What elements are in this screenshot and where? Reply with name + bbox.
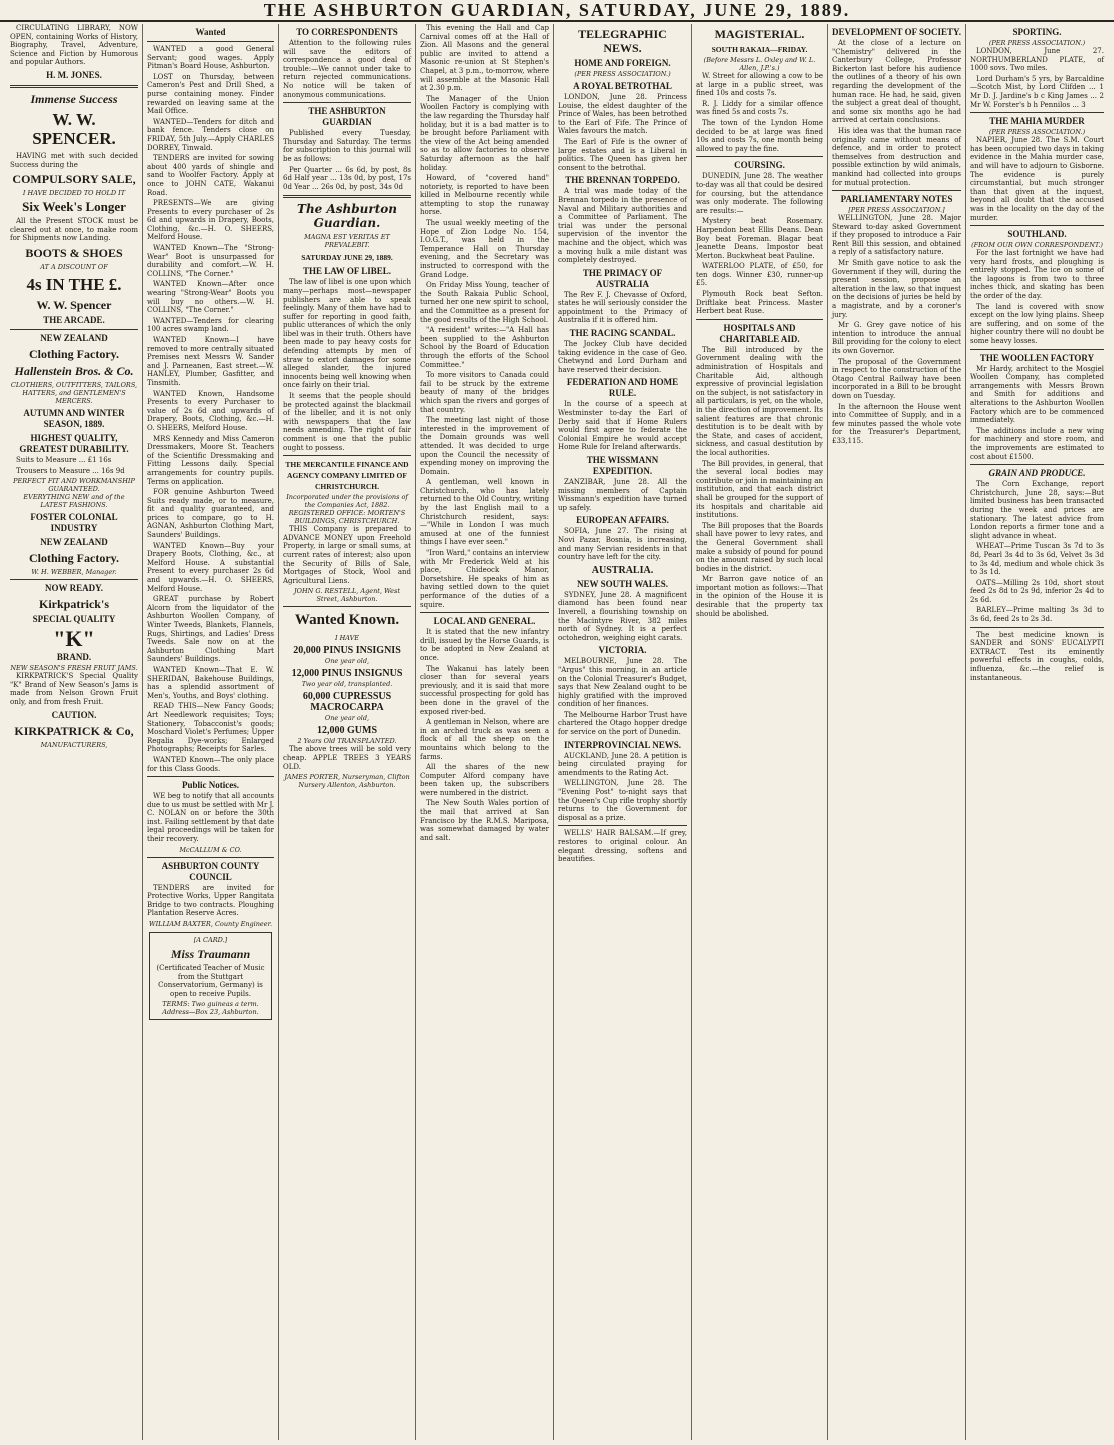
sale-intro: HAVING met with such decided Success during the xyxy=(10,151,138,169)
wanted-heading: Wanted xyxy=(195,27,226,37)
nsw-text: SYDNEY, June 28. A magnificent diamond has been found near Inverell, a flourishing township on the Macintyre River, 382 miles north of Sydney. It is a perfect octohedron, weighing eight carats. xyxy=(558,590,687,642)
federation-text: In the course of a speech at Westminster to-day the Earl of Derby said that if Home Rulers would first agree to federate the Colonial Empire he would accept Home Rule for Ireland afterwards. xyxy=(558,400,687,452)
cupressus: 60,000 CUPRESSUS MACROCARPA xyxy=(302,691,392,714)
restell: JOHN G. RESTELL, Agent, West Street, Ashburton. xyxy=(294,587,400,604)
news-para: This evening the Hall and Cap Carnival comes off at the Hall of Zion. All Masons and the general public are invited to attend a Masonic re-union at St Stephen's Chapel, at 3 p.m., to-morrow, where will assemble at the Masonic Hall at 2.30 p.m. xyxy=(420,24,549,93)
boots-shoes: BOOTS & SHOES xyxy=(25,245,123,260)
parl-text: In the afternoon the House went into Committee of Supply, and in a few minutes passed the whole vote for the Treasurer's Department, £33,115. xyxy=(832,402,961,445)
stock-text: All the Present STOCK must be cleared out at once, to make room for Shipments now Landing. xyxy=(10,217,138,243)
wanted-ad: WANTED a good General Servant; good wages. Apply Pitman's Board House, Ashburton. xyxy=(147,45,274,71)
mahia-assoc: (PER PRESS ASSOCIATION.) xyxy=(988,128,1086,137)
one-year: One year old, xyxy=(324,657,370,666)
nsw: NEW SOUTH WALES. xyxy=(577,578,668,589)
auckland-text: AUCKLAND, June 28. A petition is being circulated praying for amendments to the Rating Act. xyxy=(558,751,687,777)
sporting: SPORTING. xyxy=(1012,27,1062,37)
victoria-text-2: The Melbourne Harbor Trust have chartered the Otago hopper dredge for service on the port of Dunedin. xyxy=(558,710,687,737)
card-box xyxy=(149,932,272,1020)
primacy: THE PRIMACY OF AUSTRALIA xyxy=(582,267,663,289)
autumn-season: AUTUMN AND WINTER SEASON, 1889. xyxy=(23,407,125,429)
column-1 xyxy=(6,24,143,1440)
arcade: THE ARCADE. xyxy=(43,314,105,325)
wanted-ad: WANTED Known, Handsome Presents to every Purchaser to value of 2s 6d and upwards of Drapery, Boots, Clothing, &c.—H. O. SHEERS, Melford House. xyxy=(147,389,274,432)
prices: WHEAT—Prime Tuscan 3s 7d to 3s 8d, Pearl 3s 4d to 3s 6d, Velvet 3s 3d to 3s 4d, medium and whole chick 3s to 3s 1d. xyxy=(970,542,1104,577)
mag-text: The town of the Lyndon Home decided to be at large was fined 10s and costs 7s, one month being allowed to pay the fine. xyxy=(696,118,823,153)
wanted-ad: TENDERS are invited for sowing about 400 yards of shingle and sand to Woolfer Factory. Apply at once to JOHN CATE, Wakanui Road. xyxy=(147,154,274,197)
prices: BARLEY—Prime malting 3s 3d to 3s 6d, feed 2s to 2s 3d. xyxy=(970,606,1104,624)
divider xyxy=(10,85,138,88)
miss-traumann: Miss Traumann xyxy=(170,947,251,962)
column-4 xyxy=(416,24,554,1440)
hospitals: HOSPITALS AND CHARITABLE AID. xyxy=(719,322,800,344)
local-para: The Wakanui has lately been closer than for several years previously, and it is said that more successful prospecting for gold has been done in the gravel of the exposed river-bed. xyxy=(420,664,549,716)
six-weeks-longer: Six Week's Longer xyxy=(22,199,126,215)
clothing-factory: Clothing Factory. xyxy=(29,346,119,361)
interprovincial: INTERPROVINCIAL NEWS. xyxy=(563,739,682,750)
hosp-text: The Bill introduced by the Government dealing with the administration of Hospitals and Charitable Aid, although expressive of provincial legislation on the subject, is not satisfactory in all particulars, is yet, on the whole, in the direction of improvement. Its salient features are that chronic destitution is to be dealt with by the State, and cases of accident, sickness, and casual destitution by the local authorities. xyxy=(696,345,823,457)
i-have: I HAVE xyxy=(334,634,360,643)
columns xyxy=(6,24,1108,1440)
brand: BRAND. xyxy=(56,652,92,663)
local-para: All the shares of the new Computer Alford company have been taken up, the subscribers were numbered in the district. xyxy=(420,763,549,797)
clothiers: CLOTHIERS, OUTFITTERS, TAILORS, HATTERS, and GENTLEMEN'S MERCERS. xyxy=(10,380,138,405)
nz-label: NEW ZEALAND xyxy=(40,332,108,343)
sport-text: LONDON, June 27. NORTHUMBERLAND PLATE, of 1000 sovs. Two miles. xyxy=(970,47,1104,73)
bench: (Before Messrs L. Oxley and W. L. Allen, J.P.'s.) xyxy=(703,56,816,72)
wanted-ad: READ THIS—New Fancy Goods; Art Needlework requisites; Toys; Stationery, Tobacconist's goods; Moschard Violet's Perfumes; Upper Regalia Dye-works; Enlarged Photographs; Receipts for Sarles. xyxy=(147,702,274,754)
hosp-text: Mr Barron gave notice of an important motion as follows:—That in the opinion of the House it is desirable that the property tax should be abolished. xyxy=(696,575,823,618)
news-para: The meeting last night of those interested in the improvement of the Domain grounds was well attended. It was decided to urge upon the Council the necessity of expending money on improving the Domain. xyxy=(420,416,549,476)
coursing-list: Mystery beat Rosemary. Harpendon beat Ellis Deans. Dean Boy beat Foreman. Blagar beat Jeanette Deans. Impostor beat Merton. Buckwheat beat Pauline. xyxy=(696,217,823,260)
quality: HIGHEST QUALITY, GREATEST DURABILITY. xyxy=(19,432,129,454)
column-6 xyxy=(692,24,828,1440)
waterloo-list: Plymouth Rock beat Sefton. Driftlake beat Princess. Master Herbert beat Ruse. xyxy=(696,290,823,316)
racing-scandal: THE RACING SCANDAL. xyxy=(569,328,676,339)
news-para: On Friday Miss Young, teacher of the South Rakaia Public School, turned her one new spirit to school, and the Committee as a present for the good results of the High School. xyxy=(420,281,549,324)
k-brand-mark: "K" xyxy=(53,626,95,652)
column-3 xyxy=(279,24,416,1440)
primacy-text: The Rev F. J. Chevasse of Oxford, states he will seriously consider the appointment to the Primacy of Australia if it is offered him. xyxy=(558,290,687,325)
australia: AUSTRALIA. xyxy=(591,564,654,576)
masthead: THE ASHBURTON GUARDIAN, SATURDAY, JUNE 29, 1889. xyxy=(0,0,1114,22)
news-para: A gentleman, well known in Christchurch, who has lately returned to the Old Country, writing by the last English mail to a Christchurch resident, says:—"While in London I was much amused at one of the funniest things I have ever seen." xyxy=(420,478,549,547)
immense-success: Immense Success xyxy=(30,91,118,106)
mag-text: R. J. Liddy for a similar offence was fined 5s and costs 7s. xyxy=(696,99,823,117)
baxter: WILLIAM BAXTER, County Engineer. xyxy=(148,920,273,929)
hair-balsam: WELLS' HAIR BALSAM.—If grey, restores to original colour. An elegant dressing, softens and beautifies. xyxy=(558,829,687,864)
telegraphic-news: TELEGRAPHIC NEWS. xyxy=(578,27,667,55)
merc-text: THIS Company is prepared to ADVANCE MONEY upon Freehold Property, in large or small sums, at current rates of interest; also upon the Security of Bills of Sale, Mortgages of Stock, Wool and Agricultural Liens. xyxy=(283,525,411,585)
grain-produce: GRAIN AND PRODUCE. xyxy=(988,468,1086,479)
local-para: The New South Wales portion of the mail that arrived at San Francisco by the R.M.S. Mariposa, was somewhat damaged by water and salt. xyxy=(420,799,549,842)
libel-text: The law of libel is one upon which many—perhaps most—newspaper publishers are able to speak feelingly. Many of them have had to suffer for reporting in good faith, public utterances of which the only libel was in their truth. Others have been made to pay heavy costs for defending attempts by men of straw to extort damages for some alleged slander, the injured innocents being well knowing when once fairly on their trial. xyxy=(283,278,411,390)
suits-price: Suits to Measure ... £1 16s xyxy=(16,455,112,464)
news-para: "Iron Ward," contains an interview with Mr Frederick Weld at his place, Chideock Manor, Dorsetshire. He speaks of him as having settled down to the quiet performance of the duties of a squire. xyxy=(420,549,550,609)
mccallum: McCALLUM & CO. xyxy=(179,845,242,854)
news-para: To more visitors to Canada could fail to be struck by the extreme beauty of many of the bridges which span the rivers and gorges of that country. xyxy=(420,371,549,414)
european-text: SOFIA, June 27. The rising at Novi Pazar, Bosnia, is increasing, and many Servian residents in that country have left for the city. xyxy=(558,527,687,562)
perfect-fit: PERFECT FIT AND WORKMANSHIP GUARANTEED. xyxy=(13,477,135,494)
racing-text: The Jockey Club have decided taking evidence in the case of Geo. Chetwynd and Lord Durham and have reserved their decision. xyxy=(558,340,687,374)
south-text: For the last fortnight we have had very hard frosts, and ploughing is entirely stopped. The ice on some of the lagoons is from two to three inches thick, and skating has been the order of the day. xyxy=(970,249,1104,301)
webber: W. H. WEBBER, Manager. xyxy=(31,568,117,577)
local-general: LOCAL AND GENERAL. xyxy=(433,616,536,627)
four-shillings: 4s IN THE £. xyxy=(26,274,122,294)
terms: TERMS: Two guineas a term. xyxy=(162,1000,259,1009)
sport-list: Lord Durham's 5 yrs, by Barcaldine—Scotch Mist, by Lord Clifden ... 1 Mr D. J. Jardine's b c King James ... 2 Mr W. Forster's b h Pennilos ... 3 xyxy=(970,74,1104,109)
kirk-co: KIRKPATRICK & Co, xyxy=(14,723,134,738)
south-text: The land is covered with snow except on the low lying plains. Sheep are suffering, and on some of the higher country there will no doubt be some heavy losses. xyxy=(970,302,1104,346)
woollen-text: The additions include a new wing for machinery and store room, and the improvements are estimated to cost about £1500. xyxy=(970,426,1104,461)
address: Address—Box 23, Ashburton. xyxy=(162,1008,259,1017)
magisterial: MAGISTERIAL. xyxy=(714,27,805,41)
issue-date: SATURDAY JUNE 29, 1889. xyxy=(301,253,393,263)
spencer-name: W. W. Spencer xyxy=(36,297,112,312)
pinus-insignis: 20,000 PINUS INSIGNIS xyxy=(293,645,401,657)
wanted-ad: WANTED Known—I have removed to more centrally situated Premises next Messrs W. Sander and J. Parneanen, East street.—W. HANLEY, Plumber, Gasfitter, and Tinsmith. xyxy=(147,336,274,387)
kirkpatrick: Kirkpatrick's xyxy=(38,597,109,612)
woollen-text: Mr Hardy, architect to the Mosgiel Woollen Company, has completed arrangements with Messrs Brown and Smith for additions and alterations to the Ashburton Woollen Factory which are to be commenced immediately. xyxy=(970,364,1104,425)
coursing: COURSING. xyxy=(734,160,785,171)
wanted-ad: WANTED Known—The "Strong-Wear" Boot is unsurpassed for durability and comfort.—W. H. COLLINS, "The Corner." xyxy=(147,244,274,278)
correspondents-heading: TO CORRESPONDENTS xyxy=(296,27,398,37)
cert-text: (Certificated Teacher of Music from the Stuttgart Conservatorium, Germany) is open to receive Pupils. xyxy=(156,964,265,998)
news-para: Howard, of "covered hand" notoriety, is reported to have been killed in Melbourne recently while attempting to stop the runaway horse. xyxy=(420,174,549,217)
parl-text: Mr G. Grey gave notice of his intention to introduce the annual Bill providing for the colony to elect its own Governor. xyxy=(832,321,961,355)
guardian-logo: The Ashburton Guardian. xyxy=(297,202,397,231)
prices: OATS—Milling 2s 10d, short stout feed 2s 8d to 2s 9d, inferior 2s 4d to 2s 6d. xyxy=(970,578,1104,604)
compulsory-sale: COMPULSORY SALE, xyxy=(12,172,136,187)
notice-text: WE beg to notify that all accounts due to us must be settled with Mr J. C. NOLAN on or before the 30th inst. Failing settlement by that date legal proceedings will be taken for their recovery. xyxy=(147,792,275,844)
eucalypti-ad: The best medicine known is SANDER and SONS' EUCALYPTI EXTRACT. Test its eminently powerful effects in coughs, colds, influenza, &c.—the relief is instantaneous. xyxy=(970,630,1104,682)
now-ready: NOW READY. xyxy=(44,583,103,594)
betrothal-text-2: The Earl of Fife is the owner of large estates and is a Liberal in politics. The Queen has given her consent to the betrothal. xyxy=(558,137,687,172)
wanted-ad: WANTED Known—After once wearing "Strong-Wear" Boots you will buy no others.—W. H. COLLINS, "The Corner." xyxy=(147,280,274,315)
wanted-known: Wanted Known. xyxy=(294,612,400,629)
hallenstein: Hallenstein Bros. & Co. xyxy=(14,363,134,378)
hosp-text: The Bill provides, in general, that the several local bodies may contribute or join in maintaining an institution, and that each district shall be grouped for the support of its hospitals and charitable aid institutions. xyxy=(696,459,823,520)
motto: MAGNA EST VERITAS ET PREVALEBIT. xyxy=(304,233,390,250)
wanted-ad: WANTED—Tenders for ditch and bank fence. Tenders close on FRIDAY, 5th July.—Apply CHARLES DORREY, Tinwald. xyxy=(147,117,274,152)
news-para: The usual weekly meeting of the Hope of Zion Lodge No. 154, I.O.G.T., was held in the Temperance Hall on Thursday evening, and the Secretary was instructed to correspond with the Grand Lodge. xyxy=(420,219,549,279)
waterloo: WATERLOO PLATE, of £50, for ten dogs. Winner £30, runner-up £5. xyxy=(696,262,823,288)
mercantile: THE MERCANTILE FINANCE AND AGENCY COMPANY LIMITED OF CHRISTCHURCH. xyxy=(285,460,409,492)
wanted-ad: LOST on Thursday, between Cameron's Pest and Drill Shed, a purse containing money. Finder rewarded on leaving same at the Mail Office. xyxy=(147,72,274,116)
apple-trees: The above trees will be sold very cheap. APPLE TREES 3 YEARS OLD. xyxy=(283,745,411,771)
wellington-text: WELLINGTON, June 28. The "Evening Post" to-night says that the Queen's Cup rifle trophy shortly returns to the Government for disposal as a prize. xyxy=(558,779,687,822)
fresh-fruit: NEW SEASON'S FRESH FRUIT JAMS. xyxy=(10,664,138,673)
discount-label: AT A DISCOUNT OF xyxy=(40,262,108,271)
local-para: It is stated that the new infantry drill, issued by the Horse Guards, is to be adopted in New Zealand at once. xyxy=(420,628,549,662)
kirk-text: KIRKPATRICK'S Special Quality "K" Brand of New Season's Jams is made from Nelson Grown Fruit only, and from fresh Fruit. xyxy=(10,672,138,706)
wanted-ad: MRS Kennedy and Miss Cameron Dressmakers, Moore St. Teachers of the Scientific Dressmaking and Fitting Lessons daily. Special arrangements for country pupils. Terms on application. xyxy=(147,434,274,486)
wanted-ad: FOR genuine Ashburton Tweed Suits ready made, or to measure, fit and quality guaranteed, and prices to compare, go to H. AGNAN, Ashburton Clothing Mart, Saunders' Buildings. xyxy=(147,488,274,540)
wissmann: THE WISSMANN EXPEDITION. xyxy=(586,455,659,476)
one-year-2: One year old, xyxy=(324,714,370,723)
parl-text: Mr Smith gave notice to ask the Government if they will, during the present session, propose an alteration in the law, so that inquest on the decisions of juries be held by a magistrate, and by a coroner's jury. xyxy=(832,259,961,319)
column-5 xyxy=(554,24,692,1440)
trousers-price: Trousers to Measure ... 16s 9d xyxy=(16,466,125,475)
merc-office: REGISTERED OFFICE: MORTEN'S BUILDINGS, CHRISTCHURCH. xyxy=(288,509,406,526)
special-quality: SPECIAL QUALITY xyxy=(32,614,116,625)
column-2 xyxy=(143,24,279,1440)
gums: 12,000 GUMS xyxy=(317,725,377,737)
guardian-text: Published every Tuesday, Thursday and Saturday. The terms for subscription to this journal will be as follows: xyxy=(283,129,411,163)
libel-heading: THE LAW OF LIBEL. xyxy=(302,266,392,277)
parliamentary-notes: PARLIAMENTARY NOTES xyxy=(840,194,953,205)
royal-betrothal: A ROYAL BETROTHAL xyxy=(573,81,672,91)
mag-text: W. Street for allowing a cow to be at large in a public street, was fined 10s and costs 7s. xyxy=(696,72,823,98)
library-signature: H. M. JONES. xyxy=(46,69,102,80)
victoria: VICTORIA. xyxy=(598,645,647,656)
parl-text: WELLINGTON, June 28. Major Steward to-day asked Government if they proposed to introduce a Fair Rent Bill this session, and obtained a reply of a satisfactory nature. xyxy=(832,214,961,257)
everything-new: EVERYTHING NEW and of the LATEST FASHIONS. xyxy=(23,493,125,510)
brennan-text: A trial was made today of the Brennan torpedo in the presence of Naval and Military authorities and a Committee of Parliament. The trial was under the personal supervision of the inventor the machine and the object, which was a moving hulk a mile distant was completely destroyed. xyxy=(558,187,687,265)
wanted-ad: PRESENTS—We are giving Presents to every purchaser of 2s 6d and upwards in Drapery, Boots, Clothing, &c.—H. O. SHEERS, Melford House. xyxy=(147,199,274,242)
south-rakaia: SOUTH RAKAIA—FRIDAY. xyxy=(711,45,808,54)
wanted-ad: WANTED Known—That E. W. SHERIDAN, Bakehouse Buildings, has a splendid assortment of Men's, Youths, and Boys' clothing. xyxy=(147,665,274,700)
mahia-murder: THE MAHIA MURDER xyxy=(989,116,1085,127)
tenders-text: TENDERS are invited for Protective Works, Upper Rangitata Bridge to two contracts. Ploughing Plantation Reserve Acres. xyxy=(147,883,274,918)
news-para: The Manager of the Union Woollen Factory is complying with the law regarding the Thursday half holiday, but it is a bad matter is to be brought before Parliament with the view of the Act being amended so as to allow factories to observe Saturday afternoon as the half holiday. xyxy=(420,94,549,172)
library-ad: CIRCULATING LIBRARY, NOW OPEN, containing Works of History, Biography, Travel, Adventure, Science and Fiction by Humorous and popular Authors. xyxy=(10,24,138,67)
nz-label-2: NEW ZEALAND xyxy=(40,537,108,548)
woollen-factory: THE WOOLLEN FACTORY xyxy=(979,352,1095,363)
wanted-ad: WANTED—Tenders for clearing 100 acres swamp land. xyxy=(147,316,274,334)
grain-text: The Corn Exchange, report Christchurch, June 28, says:—But limited business has been transacted during the week and prices are stationary. The latest advice from London reports a firmer tone and a slight advance in wheat. xyxy=(970,480,1104,540)
spencer-heading: W. W. SPENCER. xyxy=(32,109,116,148)
foster-industry: FOSTER COLONIAL INDUSTRY xyxy=(30,512,118,534)
decided-text: I HAVE DECIDED TO HOLD IT xyxy=(22,189,126,198)
rates: Per Quarter ... 6s 6d, by post, 8s 6d Half year ... 13s 0d, by post, 17s 0d Year ... 26s 0d, by post, 34s 0d xyxy=(283,165,411,191)
european-affairs: EUROPEAN AFFAIRS. xyxy=(576,515,669,526)
wanted-ad: WANTED Known—Buy your Drapery Boots, Clothing, &c., at Melford House. A substantial Present to every purchaser 2s 6d and upwards.—H. O. SHEERS, Melford House. xyxy=(147,541,274,593)
manufacturers: MANUFACTURERS, xyxy=(40,740,108,749)
column-8 xyxy=(966,24,1108,1440)
parl-text: The proposal of the Government in respect to the construction of the Otago Central Railway have been incorporated in a Bill to be brought down on Tuesday. xyxy=(832,357,961,400)
soc-text: At the close of a lecture on "Chemistry" delivered in the Canterbury College, Professor Bickerton last before his audience the outlines of a theory of his own regarding the development of the human race. He had, he said, given the subject a great deal of thought, and some six months ago he had arrived at certain conclusions. xyxy=(832,39,961,125)
sport-assoc: (PER PRESS ASSOCIATION.) xyxy=(988,39,1086,47)
local-para: A gentleman in Nelson, where are in an arched truck as was seen a flock of all the sheep on the mountains which belong to the farms. xyxy=(420,718,549,761)
hosp-text: The Bill proposes that the Boards shall have power to levy rates, and the General Government shall make a subsidy of pound for pound on the amount raised by such local bodies in the district. xyxy=(696,521,823,573)
press-assoc: (PER PRESS ASSOCIATION.) xyxy=(574,70,671,78)
guardian-heading: THE ASHBURTON GUARDIAN xyxy=(308,106,386,128)
merc-incorporated: Incorporated under the provisions of the Companies Act, 1882. xyxy=(286,493,408,510)
coursing-text: DUNEDIN, June 28. The weather to-day was all that could be desired for coursing, but the attendance was only moderate. The following are results:— xyxy=(696,172,823,215)
federation: FEDERATION AND HOME RULE. xyxy=(566,377,679,399)
wissmann-text: ZANZIBAR, June 28. All the missing members of Captain Wissmann's expedition have turned up safely. xyxy=(558,478,687,512)
home-foreign: HOME AND FOREIGN. xyxy=(574,58,671,68)
county-council: ASHBURTON COUNTY COUNCIL xyxy=(161,860,260,882)
porter: JAMES PORTER, Nurseryman, Clifton Nursery Allenton, Ashburton. xyxy=(284,773,410,790)
news-para: "A resident" writes:—"A Hall has been supplied to the Ashburton School by the Board of Education through the efforts of the School Committee." xyxy=(420,326,549,369)
pinus-insignus: 12,000 PINUS INSIGNUS xyxy=(291,668,403,680)
mahia-text: NAPIER, June 28. The S.M. Court has been occupied two days in taking evidence in the Mahia murder case, and will have to adjourn to Gisborne. The evidence is purely circumstantial, but much stronger than that given at the inquest, beyond all doubt that the accused was in the locality on the day of the murder. xyxy=(970,136,1104,222)
caution: CAUTION. xyxy=(51,709,97,720)
brennan-torpedo: THE BRENNAN TORPEDO. xyxy=(565,175,680,186)
development-society: DEVELOPMENT OF SOCIETY. xyxy=(832,27,961,37)
southland-sub: (FROM OUR OWN CORRESPONDENT.) xyxy=(971,241,1103,250)
wanted-ad: GREAT purchase by Robert Alcorn from the liquidator of the Ashburton Woollen Company, of Winter Tweeds, Blankets, Flannels, Rugs, Shirtings, and Ladies' Dress Tweeds. Sale now on at the Ashburton Clothing Mart Saunders' Buildings. xyxy=(147,595,274,664)
southland: SOUTHLAND. xyxy=(1007,229,1067,240)
soc-text: His idea was that the human race originally came without means of defence, and in order to protect themselves from destruction and possible extinction by wild animals, mankind had collected into groups for mutual protection. xyxy=(832,126,961,187)
column-7 xyxy=(828,24,966,1440)
corr-text: Attention to the following rules will save the editors of correspondence a good deal of trouble:—We cannot under take to return rejected communications. No notice will be taken of anonymous communications. xyxy=(283,39,411,99)
two-year-2: 2 Years Old TRANSPLANTED. xyxy=(297,737,397,746)
public-notices: Public Notices. xyxy=(182,780,239,791)
wanted-ad: WANTED Known—The only place for this Class Goods. xyxy=(147,755,274,773)
card-label: [A CARD.] xyxy=(193,936,228,945)
libel-text-2: It seems that the people should be protected against the blackmail of the libeller, and it is not only with newspapers that the law needs amending. The right of fair comment is one that the public ought to possess. xyxy=(283,392,411,452)
two-year: Two year old, transplanted. xyxy=(301,680,393,689)
parl-assoc: [PER PRESS ASSOCIATION.] xyxy=(848,206,945,215)
victoria-text: MELBOURNE, June 28. The "Argus" this morning, in an article on the Colonial Treasurer's Budget, says that New Zealand ought to be highly gratified with the improved condition of her finances. xyxy=(558,657,687,709)
betrothal-text: LONDON, June 28. Princess Louise, the eldest daughter of the Prince of Wales, has been betrothed to the Earl of Fife. The Prince of Wales favours the match. xyxy=(558,93,687,136)
clothing-factory-2: Clothing Factory. xyxy=(29,551,119,566)
